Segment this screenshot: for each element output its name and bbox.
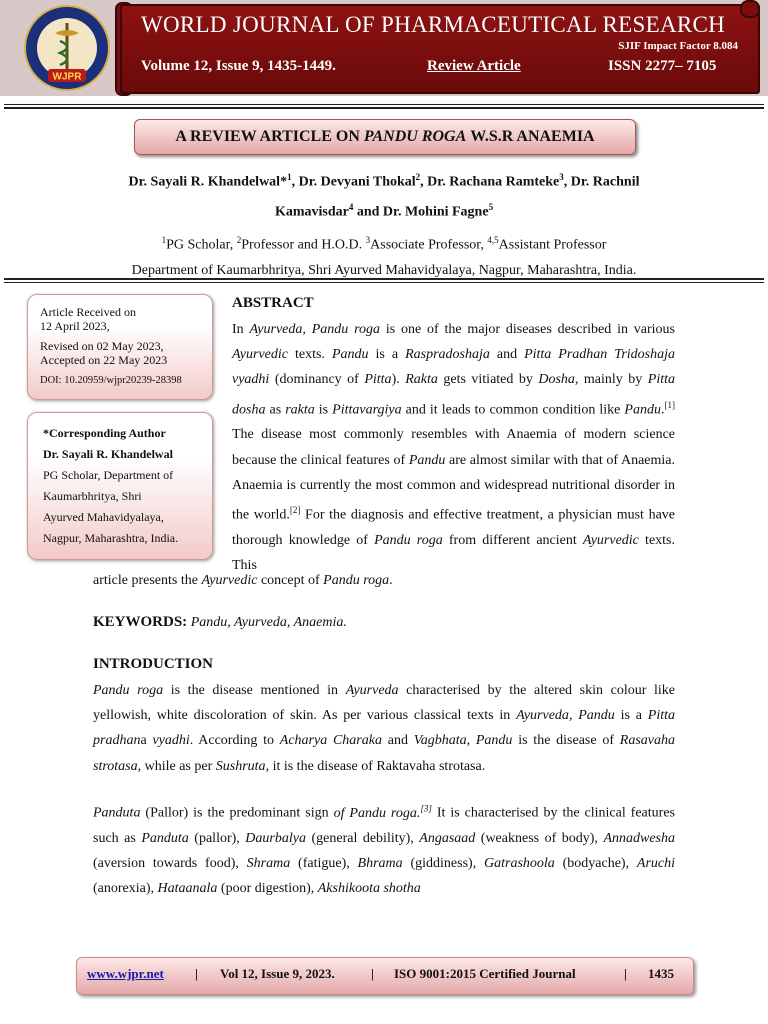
website-link[interactable]: www.wjpr.net [87, 966, 164, 981]
corresponding-author-box [27, 412, 213, 560]
abstract-text: In Ayurveda, Pandu roga is one of the major diseases described in various Ayurvedic texts. Pandu is a Raspradoshaja and Pitta Pradhan Tridoshaja vyadhi (dominancy of Pitta). Rakta gets vitiated by Dosha, mainly by Pitta dosha as rakta is Pittavargiya and it leads to common condition like Pandu.[1] The disease most commonly resembles with Anaemia of modern science because the clinical features of Pandu are almost similar with that of Anaemia. Anaemia is currently the most common and widespread nutritional disorder in the world.[2] For the diagnosis and effective treatment, a physician must have thorough knowledge of Pandu roga from different ancient Ayurvedic texts. This [232, 322, 676, 574]
corresponding-line: Nagpur, Maharashtra, India. [43, 531, 179, 545]
article-info-box [27, 294, 213, 400]
department: Department of Kaumarbhritya, Shri Ayurved Mahavidyalaya, Nagpur, Maharashtra, India. [131, 262, 637, 278]
corresponding-label: *Corresponding Author [43, 426, 166, 440]
citation: [2] [289, 505, 301, 516]
footer-iso: ISO 9001:2015 Certified Journal [394, 966, 576, 981]
corresponding-line: Ayurved Mahavidyalaya, [43, 510, 164, 524]
article-title [134, 119, 636, 155]
footer-volume: Vol 12, Issue 9, 2023. [220, 966, 335, 981]
intro-paragraph-1: Pandu roga is the disease mentioned in Ayurveda characterised by the altered skin colour like yellowish, white discoloration of skin. As per various classical texts in Ayurveda, Pandu is a Pitta pradhana vyadhi. According to Acharya Charaka and Vagbhata, Pandu is the disease of Rasavaha strotasa, while as per Sushruta, it is the disease of Raktavaha strotasa. [93, 683, 676, 774]
title-suffix: W.S.R ANAEMIA [470, 128, 595, 145]
divider [4, 278, 764, 280]
doi: DOI: 10.20959/wjpr20239-28398 [40, 375, 182, 386]
corresponding-line: PG Scholar, Department of [43, 468, 174, 482]
citation: [3] [420, 803, 432, 813]
received-label: Article Received on [40, 305, 136, 319]
issn: ISSN 2277– 7105 [608, 58, 717, 74]
svg-text:WJPR: WJPR [52, 71, 82, 83]
keywords-value: Pandu, Ayurveda, Anaemia. [190, 615, 347, 630]
abstract-heading: ABSTRACT [232, 295, 314, 311]
title-italic: PANDU ROGA [363, 128, 467, 145]
impact-factor: SJIF Impact Factor 8.084 [618, 40, 738, 52]
revised-date: Revised on 02 May 2023, [40, 339, 164, 353]
corresponding-line: Kaumarbhritya, Shri [43, 489, 142, 503]
page-footer [76, 957, 694, 995]
introduction-heading: INTRODUCTION [93, 656, 214, 672]
corresponding-name: Dr. Sayali R. Khandelwal [43, 447, 173, 461]
citation: [1] [664, 399, 675, 410]
footer-separator: | [624, 966, 627, 981]
banner-scroll-right [740, 0, 760, 18]
article-type: Review Article [427, 58, 521, 74]
volume-info: Volume 12, Issue 9, 1435-1449. [141, 58, 336, 74]
received-date: 12 April 2023, [40, 319, 110, 333]
keywords-label: KEYWORDS: [93, 614, 188, 630]
abstract-text-end: article presents the Ayurvedic concept of Pandu roga. [93, 573, 393, 588]
intro-paragraph-2: Panduta (Pallor) is the predominant sign of Pandu roga.[3] It is characterised by the clinical features such as Panduta (pallor), Daurbalya (general debility), Angasaad (weakness of body), Annadwesha (aversion towards food), Shrama (fatigue), Bhrama (giddiness), Gatrashoola (bodyache), Aruchi (anorexia), Hataanala (poor digestion), Akshikoota shotha [93, 803, 676, 897]
divider [4, 107, 764, 109]
accepted-date: Accepted on 22 May 2023 [40, 353, 168, 367]
footer-separator: | [195, 966, 198, 981]
divider [4, 104, 764, 105]
journal-logo [22, 5, 112, 91]
divider [4, 282, 764, 283]
journal-title: WORLD JOURNAL OF PHARMACEUTICAL RESEARCH [141, 12, 726, 37]
footer-separator: | [371, 966, 374, 981]
page-number: 1435 [648, 966, 674, 981]
author-list: Dr. Sayali R. Khandelwal*$^1$, Dr. Devyani Thokal$^2$, Dr. Rachana Ramteke$^3$, Dr. Rachnil Kamavisdar$^4$ and Dr. Mohini Fagne$^5$ [128, 172, 640, 220]
affiliations: $^1$PG Scholar, $^2$Professor and H.O.D. $^3$Associate Professor, $^{4,5}$Assistant Professor Department of Kaumarbhritya, Shri Ayurved Mahavidyalaya, Nagpur, Maharashtra, India. [131, 235, 637, 278]
title-prefix: A REVIEW ARTICLE ON [175, 128, 360, 145]
keywords [93, 610, 683, 635]
